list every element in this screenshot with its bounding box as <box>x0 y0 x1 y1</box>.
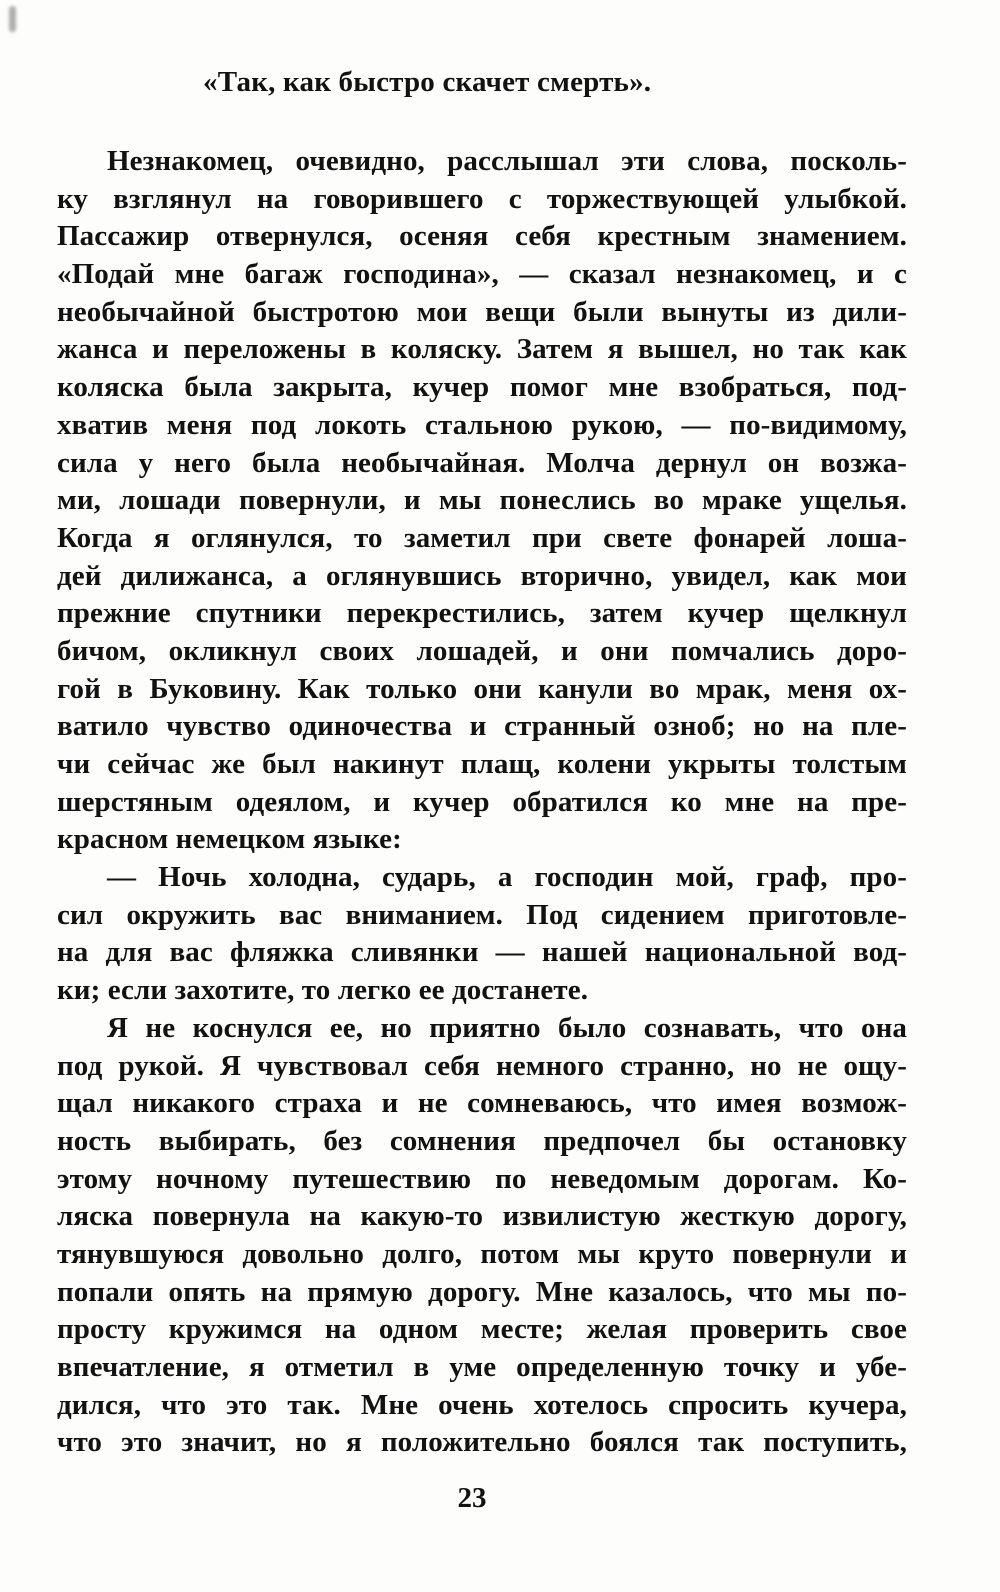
poem-quote-line: «Так, как быстро скачет смерть». <box>203 66 652 98</box>
text-line: ку взглянул на говорившего с торжествующей улыбкой. <box>57 182 907 215</box>
text-line: чи сейчас же был накинут плащ, колени укрыты толстым <box>57 748 907 780</box>
paragraph <box>57 143 907 859</box>
text-line: щал никакого страха и не сомневаюсь, что имея возмож- <box>57 1087 907 1120</box>
text-line: жанса и переложены в коляску. Затем я вышел, но так как <box>57 333 907 366</box>
text-line: впечатление, я отметил в уме определенную точку и убе- <box>57 1351 907 1383</box>
text-line: под рукой. Я чувствовал себя немного странно, но не ощу- <box>57 1049 907 1082</box>
text-line: дей дилижанса, а оглянувшись вторично, увидел, как мои <box>57 559 907 592</box>
text-line: на для вас фляжка сливянки — нашей национальной вод- <box>57 936 907 969</box>
text-line: ми, лошади повернули, и мы понеслись во мраке ущелья. <box>57 484 907 517</box>
text-line: шерстяным одеялом, и кучер обратился ко мне на пре- <box>57 785 907 818</box>
text-line: что это значит, но я положительно боялся так поступить, <box>57 1426 907 1459</box>
text-line: ность выбирать, без сомнения предпочел бы остановку <box>57 1124 907 1157</box>
text-line: этому ночному путешествию по неведомым дорогам. Ко- <box>57 1162 907 1195</box>
text-line: коляска была закрыта, кучер помог мне взобраться, под- <box>57 371 907 404</box>
text-line: дился, что это так. Мне очень хотелось спросить кучера, <box>57 1388 907 1421</box>
paragraph <box>57 859 907 1010</box>
text-line: ватило чувство одиночества и странный озноб; но на пле- <box>57 710 907 743</box>
text-line: тянувшуюся довольно долго, потом мы круто повернули и <box>57 1237 907 1270</box>
text-line: ляска повернула на какую-то извилистую жесткую дорогу, <box>57 1200 907 1233</box>
text-line: Пассажир отвернулся, осеняя себя крестным знамением. <box>57 220 907 253</box>
text-line: просту кружимся на одном месте; желая проверить свое <box>57 1313 907 1346</box>
text-line: красном немецком языке: <box>57 823 402 856</box>
text-line: «Подай мне багаж господина», — сказал незнакомец, и с <box>57 258 907 291</box>
body-text <box>57 143 907 1462</box>
text-line: необычайной быстротою мои вещи были вынуты из дили- <box>57 295 907 328</box>
text-line: — Ночь холодна, сударь, а господин мой, граф, про- <box>107 861 907 894</box>
text-line: сила у него была необычайная. Молча дернул он возжа- <box>57 446 907 479</box>
text-line: Когда я оглянулся, то заметил при свете фонарей лоша- <box>57 521 907 554</box>
text-line: бичом, окликнул своих лошадей, и они помчались доро- <box>57 634 907 667</box>
paragraph <box>57 1010 907 1462</box>
text-line: прежние спутники перекрестились, затем кучер щелкнул <box>57 597 907 630</box>
page-number: 23 <box>457 1482 487 1514</box>
text-line: гой в Буковину. Как только они канули во мрак, меня ох- <box>57 672 907 705</box>
text-line: Незнакомец, очевидно, расслышал эти слова, посколь- <box>107 145 907 177</box>
text-line: хватив меня под локоть стальною рукою, — по-видимому, <box>57 408 907 441</box>
text-line: ки; если захотите, то легко ее достанете. <box>57 974 589 1007</box>
text-line: сил окружить вас вниманием. Под сидением приготовле- <box>57 898 907 931</box>
text-line: Я не коснулся ее, но приятно было сознавать, что она <box>107 1011 907 1044</box>
scan-artifact <box>9 6 16 32</box>
text-line: попали опять на прямую дорогу. Мне казалось, что мы по- <box>57 1275 907 1308</box>
